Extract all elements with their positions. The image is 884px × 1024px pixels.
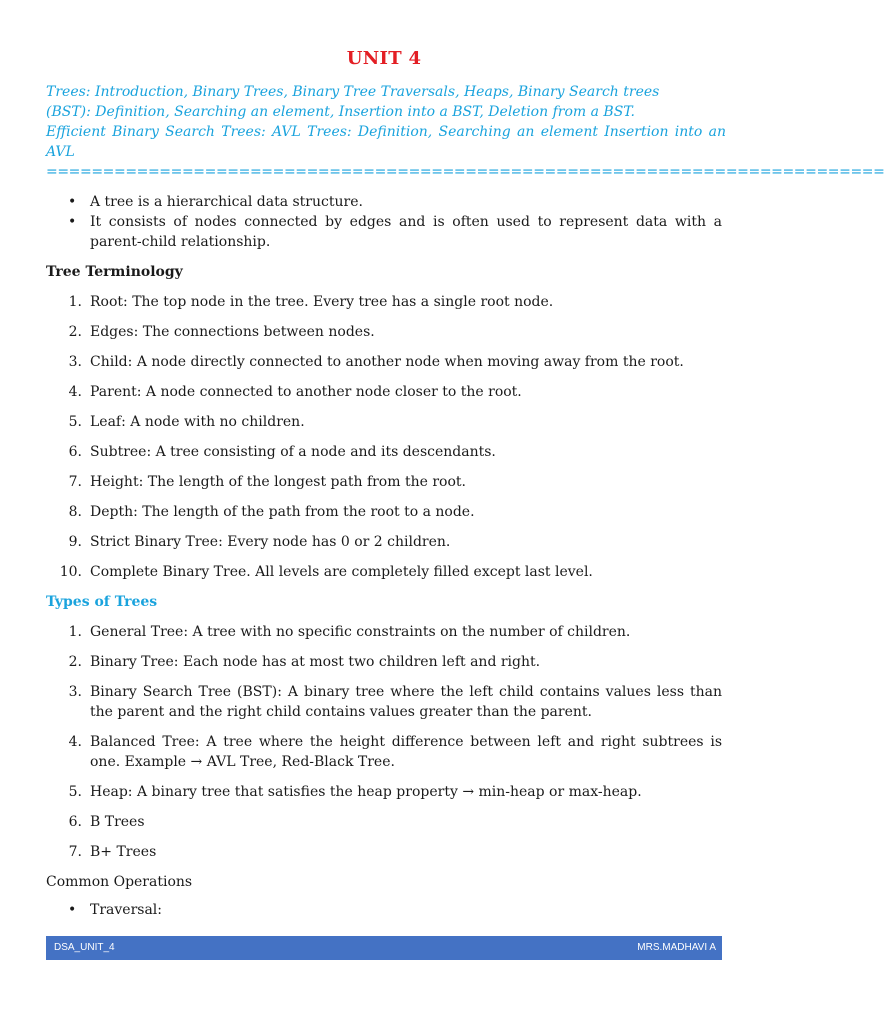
operations-list <box>46 900 722 920</box>
intro-bullets <box>46 192 722 252</box>
list-item: 7. B+ Trees <box>68 844 157 860</box>
terminology-heading: Tree Terminology <box>46 264 183 280</box>
separator-line: ========================================================================== <box>46 164 884 180</box>
page-title: UNIT 4 <box>346 48 422 69</box>
list-item: 1. General Tree: A tree with no specific constraints on the number of children. <box>68 624 631 640</box>
list-item: 3. Binary Search Tree (BST): A binary tree where the left child contains values less than the parent and the right child contains values greater than the parent. <box>68 684 722 720</box>
syllabus-line-3: Efficient Binary Search Trees: AVL Trees: Definition, Searching an element Insertion into an AVL <box>46 124 726 160</box>
list-item: 1. Root: The top node in the tree. Every tree has a single root node. <box>68 294 554 310</box>
types-heading: Types of Trees <box>46 594 158 610</box>
operations-heading: Common Operations <box>46 874 193 890</box>
unit-syllabus <box>46 82 884 182</box>
footer-right-text: MRS.MADHAVI A <box>637 942 716 953</box>
footer-left-text: DSA_UNIT_4 <box>54 942 115 953</box>
list-item: 5. Leaf: A node with no children. <box>68 414 305 430</box>
list-item: • A tree is a hierarchical data structure. <box>46 192 722 212</box>
list-item: 2. Binary Tree: Each node has at most two children left and right. <box>68 654 541 670</box>
syllabus-line-2: (BST): Definition, Searching an element, Insertion into a BST, Deletion from a BST. <box>46 104 636 120</box>
list-item: 6. Subtree: A tree consisting of a node and its descendants. <box>68 444 496 460</box>
main-content <box>46 192 722 920</box>
list-item: 5. Heap: A binary tree that satisfies the heap property → min-heap or max-heap. <box>68 784 642 800</box>
page-footer <box>46 936 722 960</box>
types-list <box>46 622 722 862</box>
list-item: 10. Complete Binary Tree. All levels are completely filled except last level. <box>59 564 593 580</box>
terminology-list <box>46 292 722 582</box>
list-item: 3. Child: A node directly connected to another node when moving away from the root. <box>68 354 684 370</box>
list-item: 6. B Trees <box>68 814 145 830</box>
list-item: • It consists of nodes connected by edges and is often used to represent data with a parent-child relationship. <box>46 212 722 252</box>
list-item: 2. Edges: The connections between nodes. <box>68 324 375 340</box>
list-item: 4. Balanced Tree: A tree where the height difference between left and right subtrees is one. Example → AVL Tree, Red-Black Tree. <box>68 734 722 770</box>
list-item: 7. Height: The length of the longest path from the root. <box>68 474 466 490</box>
list-item: 9. Strict Binary Tree: Every node has 0 or 2 children. <box>68 534 451 550</box>
list-item: • Traversal: <box>46 900 722 920</box>
list-item: 8. Depth: The length of the path from the root to a node. <box>68 504 475 520</box>
syllabus-line-1: Trees: Introduction, Binary Trees, Binary Tree Traversals, Heaps, Binary Search trees <box>46 84 660 100</box>
list-item: 4. Parent: A node connected to another node closer to the root. <box>68 384 522 400</box>
